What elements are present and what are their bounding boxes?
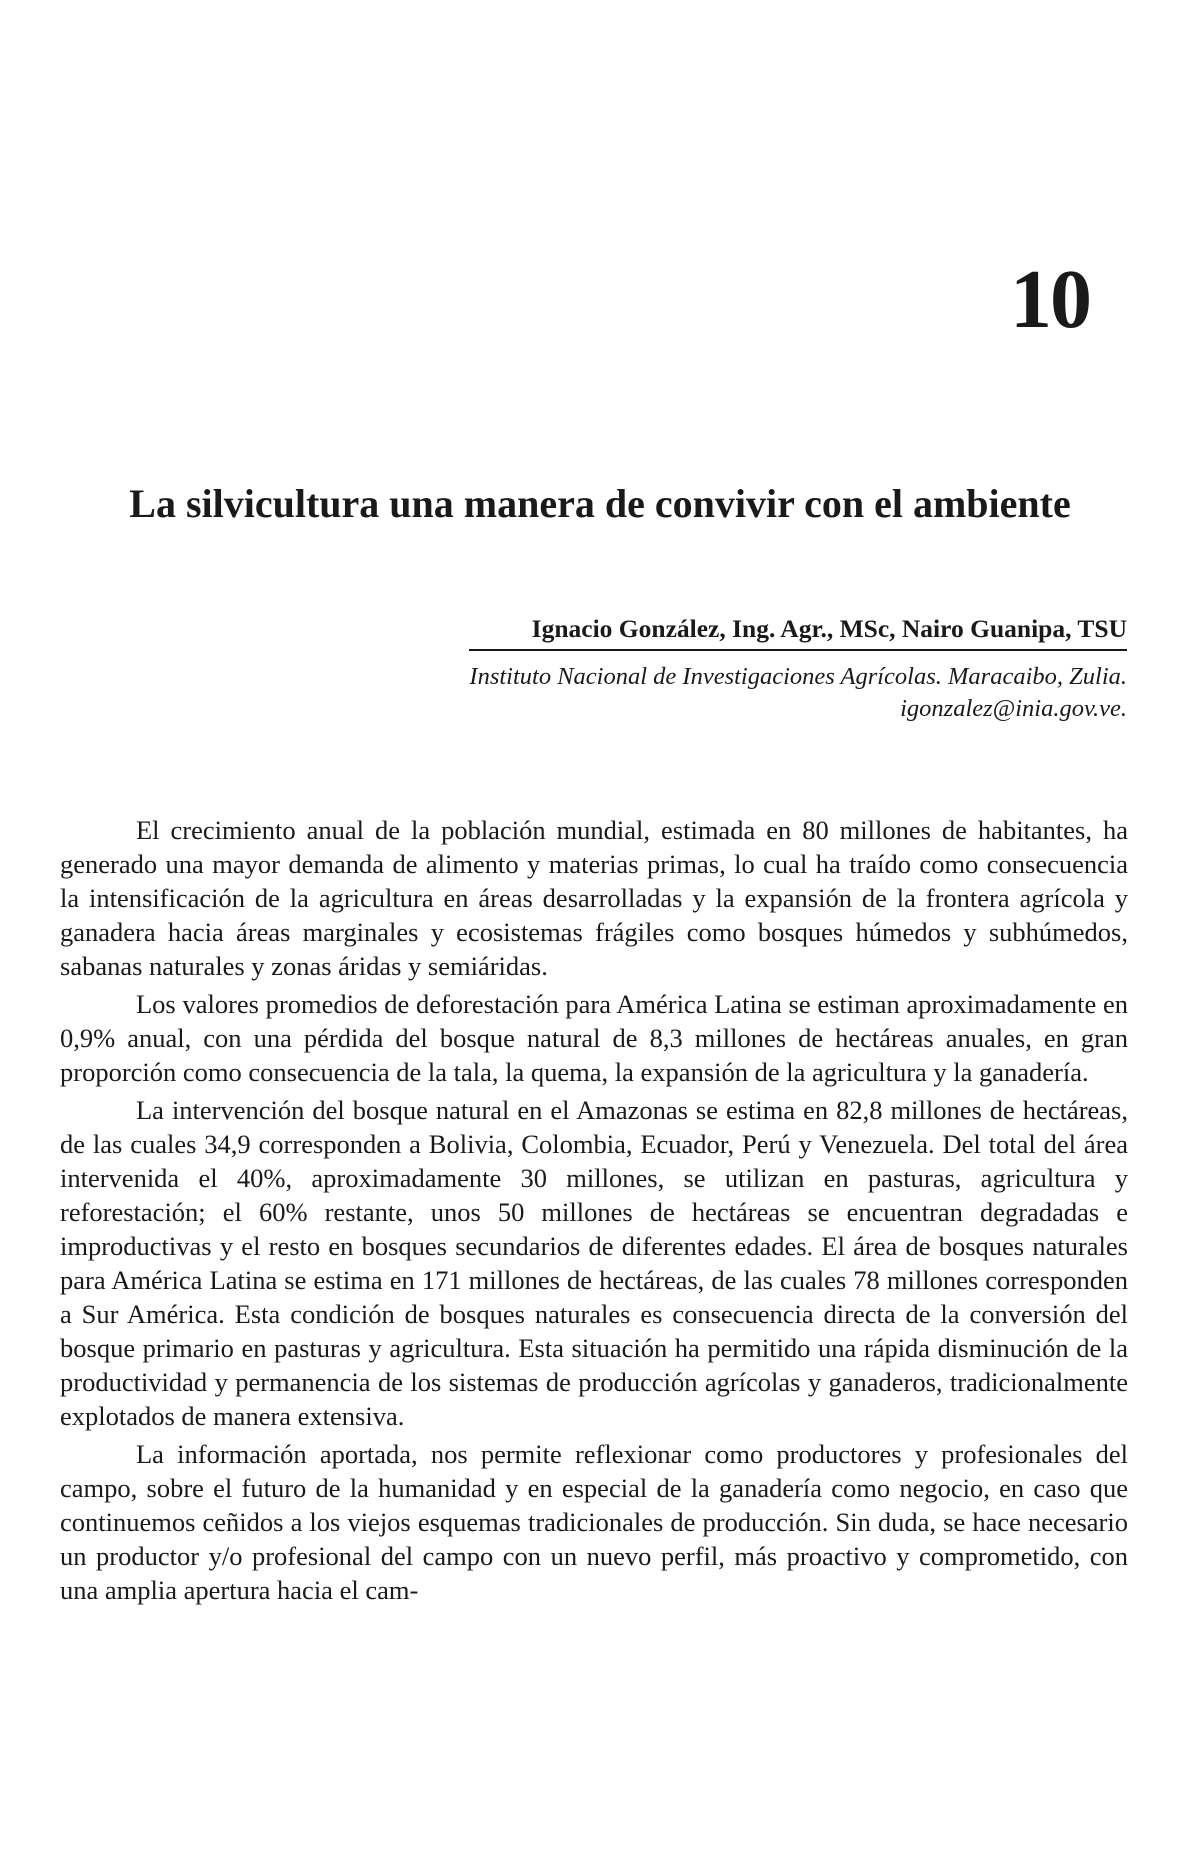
institution: Instituto Nacional de Investigaciones Agrícolas. Maracaibo, Zulia.	[469, 663, 1127, 691]
paragraph: El crecimiento anual de la población mundial, estimada en 80 millones de habitantes, ha generado una mayor demanda de alimento y materias primas, lo cual ha traído como consecuencia la intensificación de la agricultura en áreas desarrolladas y la expansión de la frontera agrícola y ganadera hacia áreas marginales y ecosistemas frágiles como bosques húmedos y subhúmedos, sabanas naturales y zonas áridas y semiáridas.	[60, 815, 1128, 981]
paragraph: La información aportada, nos permite reflexionar como productores y profesionales del campo, sobre el futuro de la humanidad y en especial de la ganadería como negocio, en caso que continuemos ceñidos a los viejos esquemas tradicionales de producción. Sin duda, se hace necesario un productor y/o profesional del campo con un nuevo perfil, más proactivo y comprometido, con una amplia apertura hacia el cam-	[60, 1439, 1128, 1605]
paragraph: La intervención del bosque natural en el Amazonas se estima en 82,8 millones de hectáreas, de las cuales 34,9 corresponden a Bolivia, Colombia, Ecuador, Perú y Venezuela. Del total del área intervenida el 40%, aproximadamente 30 millones, se utilizan en pasturas, agricultura y reforestación; el 60% restante, unos 50 millones de hectáreas se encuentran degradadas e improductivas y el resto en bosques secundarios de diferentes edades. El área de bosques naturales para América Latina se estima en 171 millones de hectáreas, de las cuales 78 millones corresponden a Sur América. Esta condición de bosques naturales es consecuencia directa de la conversión del bosque primario en pasturas y agricultura. Esta situación ha permitido una rápida disminución de la productividad y permanencia de los sistemas de producción agrícolas y ganaderos, tradicionalmente explotados de manera extensiva.	[60, 1095, 1128, 1431]
author-email: igonzalez@inia.gov.ve.	[900, 694, 1127, 722]
chapter-title: La silvicultura una manera de convivir con el ambiente	[129, 481, 1071, 526]
author-names: Ignacio González, Ing. Agr., MSc, Nairo Guanipa, TSU	[469, 612, 1127, 651]
byline	[469, 612, 1127, 725]
body-text	[60, 813, 1128, 1611]
chapter-number: 10	[1010, 253, 1090, 346]
paragraph: Los valores promedios de deforestación para América Latina se estiman aproximadamente en 0,9% anual, con una pérdida del bosque natural de 8,3 millones de hectáreas anuales, en gran proporción como consecuencia de la tala, la quema, la expansión de la agricultura y la ganadería.	[60, 989, 1128, 1087]
affiliation	[469, 661, 1127, 725]
